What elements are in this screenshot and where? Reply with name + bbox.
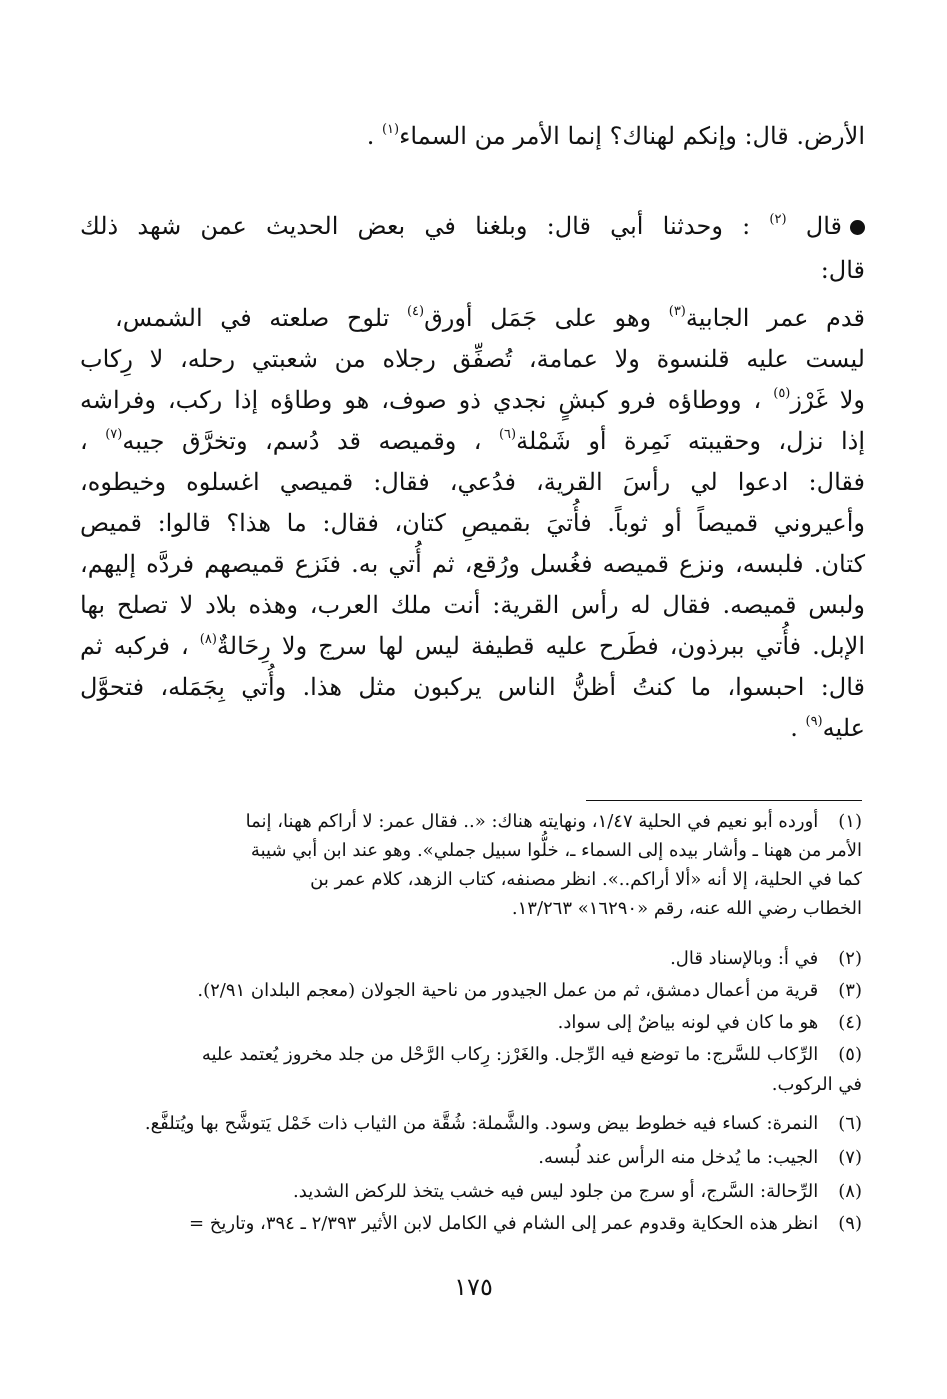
footnote-9: (٩) انظر هذه الحكاية وقدوم عمر إلى الشام في الكامل لابن الأثير ٢/٣٩٣ ـ ٣٩٤، وتاريخ = [189,1213,862,1234]
body-line-1: الأرض. قال: وإنكم لهناك؟ إنما الأمر من السماء$^{(١)}$ . [366,122,865,150]
paragraph-2-line-2: قال: [820,256,865,284]
footnote-2: (٢) في أ: وبالإسناد قال. [670,948,862,969]
bullet-icon [850,220,865,235]
footnote-separator [586,800,862,801]
paragraph-3-line-3: ولا غَرْز$^{(٥)}$ ، ووطاؤه فرو كبشٍ نجدي ذو صوف، هو وطاؤه إذا ركب، وفراشه [80,386,865,414]
paragraph-3-line-6: وأعيروني قميصاً أو ثوباً. فأُتيَ بقميصِ كتان، فقال: ما هذا؟ قالوا: قميص [80,509,865,537]
footnote-1-line-1: (١) أورده أبو نعيم في الحلية ١/٤٧، ونهايته هناك: «.. فقال عمر: لا أراكم ههنا، إنما [245,811,862,832]
paragraph-3-line-4: إذا نزل، وحقيبته نَمِرة أو شَمْلة$^{(٦)}$ ، وقميصه قد دُسم، وتخرَّق جيبه$^{(٧)}$ ، [80,427,865,455]
paragraph-3-line-9: الإبل. فأُتي ببرذون، فطَرح عليه قطيفة ليس لها سرج ولا رِحَالةٌ$^{(٨)}$ ، فركبه ثم [80,632,866,660]
footnote-1-line-2: الأمر من ههنا ـ وأشار بيده إلى السماء ـ، خلُّوا سبيل جملي». وهو عند ابن أبي شيبة [250,840,862,861]
footnote-6: (٦) النمرة: كساء فيه خطوط بيض وسود. والشَّملة: شُقَّة من الثياب ذات خَمْل يَتوشَّح بها ويُتلفَّع. [144,1113,862,1134]
footnote-1-line-3: كما في الحلية، إلا أنه «ألا أراكم..». انظر مصنفه، كتاب الزهد، كلام عمر بن [310,869,862,890]
paragraph-3-line-8: ولبس قميصه. فقال له رأس القرية: أنت ملك العرب، وهذه بلاد لا تصلح بها [80,591,865,619]
footnote-5-line-1: (٥) الرِّكاب للسَّرج: ما توضع فيه الرِّجل. والغَرْز: رِكاب الرَّحْل من جلد مخروز يُعتمد عليه [201,1044,862,1065]
page-number: ١٧٥ [454,1273,493,1301]
footnote-4: (٤) هو ما كان في لونه بياضٌ إلى سواد. [557,1012,862,1033]
footnote-1-line-4: الخطاب رضي الله عنه، رقم «١٦٢٩٠» ١٣/٢٦٣. [511,898,862,919]
paragraph-3-line-5: فقال: ادعوا لي رأسَ القرية، فدُعي، فقال: قميصي اغسلوه وخيطوه، [80,468,865,496]
footnote-ref: (١) [381,122,400,137]
footnote-7: (٧) الجيب: ما يُدخل منه الرأس عند لُبسه. [538,1147,862,1168]
paragraph-3-line-11: عليه$^{(٩)}$ . [790,714,865,742]
footnote-3: (٣) قرية من أعمال دمشق، ثم من عمل الجيدور من ناحية الجولان (معجم البلدان ٢/٩١). [197,980,862,1001]
footnote-8: (٨) الرِّحالة: السَّرج، أو سرج من جلود ليس فيه خشب يتخذ للركض الشديد. [293,1181,862,1202]
footnote-5-line-2: في الركوب. [771,1074,862,1095]
paragraph-3-line-1: قدم عمر الجابية$^{(٣)}$ وهو على جَمَل أورق$^{(٤)}$ تلوح صلعته في الشمس، [115,304,865,332]
paragraph-3-line-7: كتان. فلبسه، ونزع قميصه فغُسل ورُقع، ثم أُتي به. فنَزع قميصهم فردَّه إليهم، [80,550,865,578]
paragraph-3-line-10: قال: احبسوا، ما كنتُ أظنُّ الناس يركبون مثل هذا. وأُتي بِجَمَله، فتحوَّل [80,673,865,701]
paragraph-3-line-2: ليست عليه قلنسوة ولا عمامة، تُصفِّق رجلاه من شعبتي رحله، لا رِكاب [80,345,865,373]
footnote-ref: (٢) [769,212,787,227]
paragraph-2-line-1: قال $^{(٢)}$ : وحدثنا أبي قال: وبلغنا في بعض الحديث عمن شهد ذلك [80,208,865,244]
